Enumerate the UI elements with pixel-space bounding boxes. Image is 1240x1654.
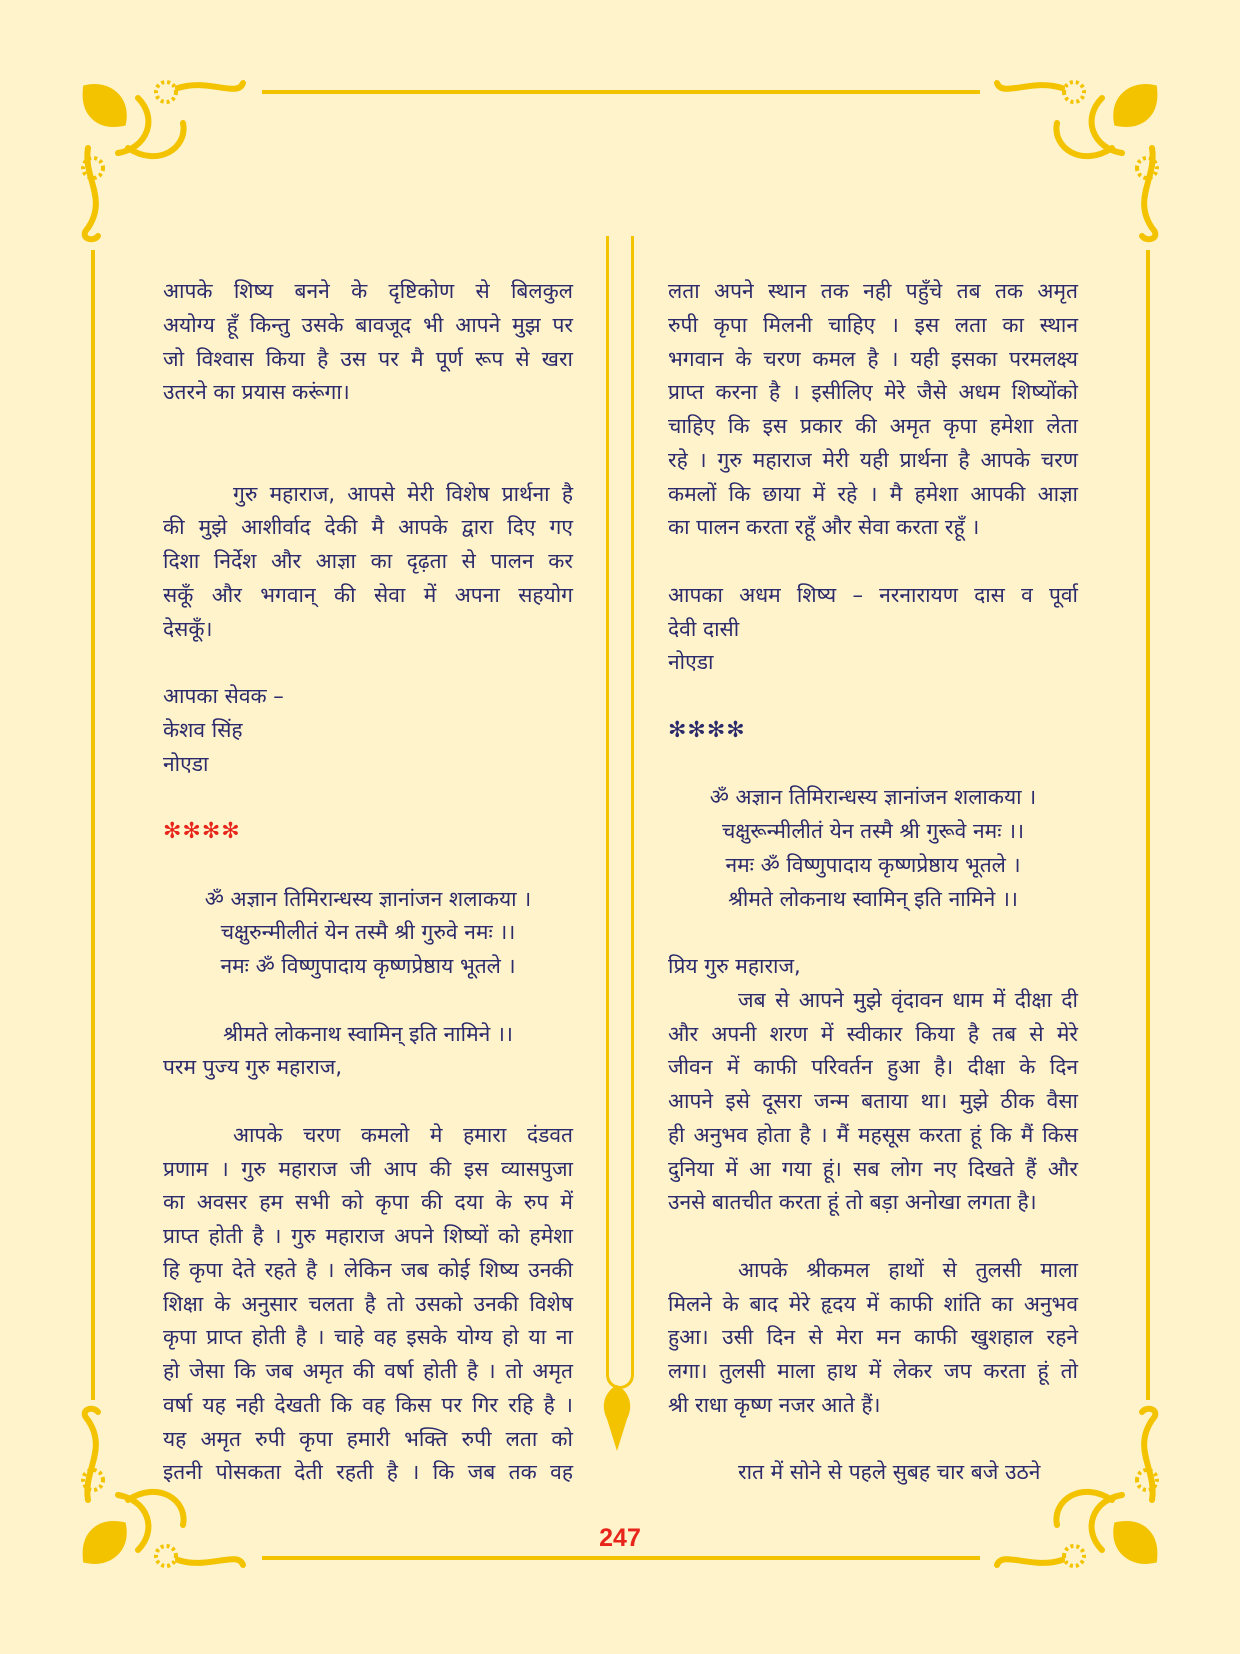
blank-line [163, 444, 573, 478]
text-line: जीवन में काफी परिवर्तन हुआ है। दीक्षा के दिन [668, 1055, 1078, 1080]
text-line: हो जेसा कि जब अमृत की वर्षा होती है । तो अमृत [163, 1359, 573, 1383]
text-line: नोएडा [668, 650, 714, 675]
text-line: प्रिय गुरु महाराज, [668, 954, 801, 978]
blank-line [163, 410, 573, 444]
blank-line [668, 680, 1078, 714]
text-line: यह अमृत रुपी कृपा हमारी भक्ति रुपी लता को [163, 1426, 573, 1451]
left-border-line [91, 250, 95, 1400]
blank-line [668, 1423, 1078, 1457]
right-border-line [1146, 250, 1150, 1400]
text-line: चक्षुरून्मीलीतं येन तस्मै श्री गुरूवे नमः ।। [721, 819, 1025, 843]
blank-line [163, 849, 573, 883]
text-line: हुआ। उसी दिन से मेरा मन काफी खुशहाल रहने [668, 1325, 1078, 1350]
text-line: परम पुज्य गुरु महाराज, [163, 1055, 343, 1080]
text-line: आपके चरण कमलो मे हमारा दंडवत [233, 1122, 573, 1147]
text-line: रात में सोने से पहले सुबह चार बजे उठने [738, 1460, 1041, 1485]
text-line: वर्षा यह नही देखती कि वह किस पर गिर रहि है । [163, 1392, 573, 1417]
bottom-border-line [262, 1556, 980, 1560]
column-divider [606, 236, 634, 1389]
text-line: नमः ॐ विष्णुपादाय कृष्णप्रेष्ठाय भूतले । [220, 954, 516, 978]
text-line: गुरु महाराज, आपसे मेरी विशेष प्रार्थना है [233, 481, 573, 506]
text-line: अयोग्य हूँ किन्तु उसके बावजूद भी आपने मुझ पर [163, 312, 573, 337]
text-line: प्राप्त होती है । गुरु महाराज अपने शिष्यों को हमेशा [163, 1224, 573, 1248]
left-column [163, 275, 573, 1490]
text-line: उतरने का प्रयास करूंगा। [163, 380, 350, 405]
blank-line [163, 781, 573, 815]
text-line: भगवान के चरण कमल है । यही इसका परमलक्ष्य [668, 346, 1078, 371]
text-line: आपका सेवक – [163, 684, 284, 708]
corner-ornament-top-right-icon [982, 78, 1162, 248]
blank-line [163, 646, 573, 680]
text-line: प्रणाम । गुरु महाराज जी आप की इस व्यासपुजा [163, 1156, 573, 1181]
blank-line [668, 916, 1078, 950]
text-line: आपके श्रीकमल हाथों से तुलसी माला [738, 1257, 1078, 1282]
text-line: सकूँ और भगवान् की सेवा में अपना सहयोग [163, 582, 573, 607]
text-line: हि कृपा देते रहते है । लेकिन जब कोई शिष्य उनकी [163, 1257, 573, 1282]
blank-line [668, 1220, 1078, 1254]
text-line: चाहिए कि इस प्रकार की अमृत कृपा हमेशा लेता [668, 414, 1078, 438]
text-line: देसकूँ। [163, 616, 213, 641]
divider-drop-ornament-icon [601, 1385, 633, 1451]
page-number: 247 [599, 1524, 641, 1552]
text-line: प्राप्त करना है । इसीलिए मेरे जैसे अधम शिष्योंको [668, 380, 1078, 405]
text-line: श्रीमते लोकनाथ स्वामिन् इति नामिने ।। [728, 886, 1018, 911]
text-line: शिक्षा के अनुसार चलता है तो उसको उनकी विशेष [163, 1291, 573, 1316]
text-line: दिशा निर्देश और आज्ञा का दृढ़ता से पालन कर [163, 549, 573, 573]
right-column [668, 275, 1078, 1490]
text-line: चक्षुरुन्मीलीतं येन तस्मै श्री गुरुवे नमः ।। [220, 920, 516, 945]
text-line: नोएडा [163, 751, 209, 776]
text-line: रुपी कृपा मिलनी चाहिए । इस लता का स्थान [668, 312, 1078, 337]
text-line: उनसे बातचीत करता हूं तो बड़ा अनोखा लगता है। [668, 1190, 1037, 1215]
text-line: लगा। तुलसी माला हाथ में लेकर जप करता हूं तो [668, 1359, 1078, 1383]
blank-line [163, 984, 573, 1018]
blank-line [163, 1085, 573, 1119]
corner-ornament-top-left-icon [78, 78, 258, 248]
text-line: का पालन करता रहूँ और सेवा करता रहूँ । [668, 515, 980, 540]
blank-line [668, 748, 1078, 782]
text-line: ॐ अज्ञान तिमिरान्धस्य ज्ञानांजन शलाकया । [204, 886, 532, 911]
text-line: ही अनुभव होता है । मैं महसूस करता हूं कि मैं किस [668, 1122, 1078, 1147]
text-line: आपके शिष्य बनने के दृष्टिकोण से बिलकुल [163, 279, 573, 303]
section-separator-stars: ✻✻✻✻ [668, 717, 746, 743]
text-line: नमः ॐ विष्णुपादाय कृष्णप्रेष्ठाय भूतले । [725, 852, 1021, 877]
top-border-line [262, 90, 980, 94]
text-line: देवी दासी [668, 616, 740, 641]
text-line: इतनी पोसकता देती रहती है । कि जब तक वह [163, 1460, 573, 1485]
text-line: कमलों कि छाया में रहे । मै हमेशा आपकी आज्ञा [668, 481, 1078, 506]
text-line: दुनिया में आ गया हूं। सब लोग नए दिखते हैं और [668, 1156, 1078, 1181]
text-line: आपका अधम शिष्य – नरनारायण दास व पूर्वा [668, 582, 1078, 607]
text-line: का अवसर हम सभी को कृपा की दया के रुप में [163, 1190, 573, 1215]
text-line: केशव सिंह [163, 717, 243, 742]
text-line: ॐ अज्ञान तिमिरान्धस्य ज्ञानांजन शलाकया । [709, 785, 1037, 810]
text-line: जब से आपने मुझे वृंदावन धाम में दीक्षा दी [738, 987, 1078, 1012]
text-line: श्रीमते लोकनाथ स्वामिन् इति नामिने ।। [223, 1021, 513, 1046]
text-line: रहे । गुरु महाराज मेरी यही प्रार्थना है आपके चरण [668, 447, 1078, 472]
text-line: श्री राधा कृष्ण नजर आते हैं। [668, 1392, 881, 1417]
text-line: की मुझे आशीर्वाद देकी मै आपके द्वारा दिए गए [163, 515, 573, 540]
text-line: कृपा प्राप्त होती है । चाहे वह इसके योग्य हो या ना [163, 1325, 573, 1350]
text-line: लता अपने स्थान तक नही पहुँचे तब तक अमृत [668, 279, 1078, 303]
section-separator-stars: ✻✻✻✻ [163, 819, 241, 844]
text-line: जो विश्वास किया है उस पर मै पूर्ण रूप से खरा [163, 346, 573, 371]
blank-line [668, 545, 1078, 579]
text-line: मिलने के बाद मेरे हृदय में काफी शांति का अनुभव [668, 1291, 1078, 1316]
text-line: और अपनी शरण में स्वीकार किया है तब से मेरे [668, 1021, 1078, 1046]
text-line: आपने इसे दूसरा जन्म बताया था। मुझे ठीक वैसा [668, 1089, 1078, 1113]
